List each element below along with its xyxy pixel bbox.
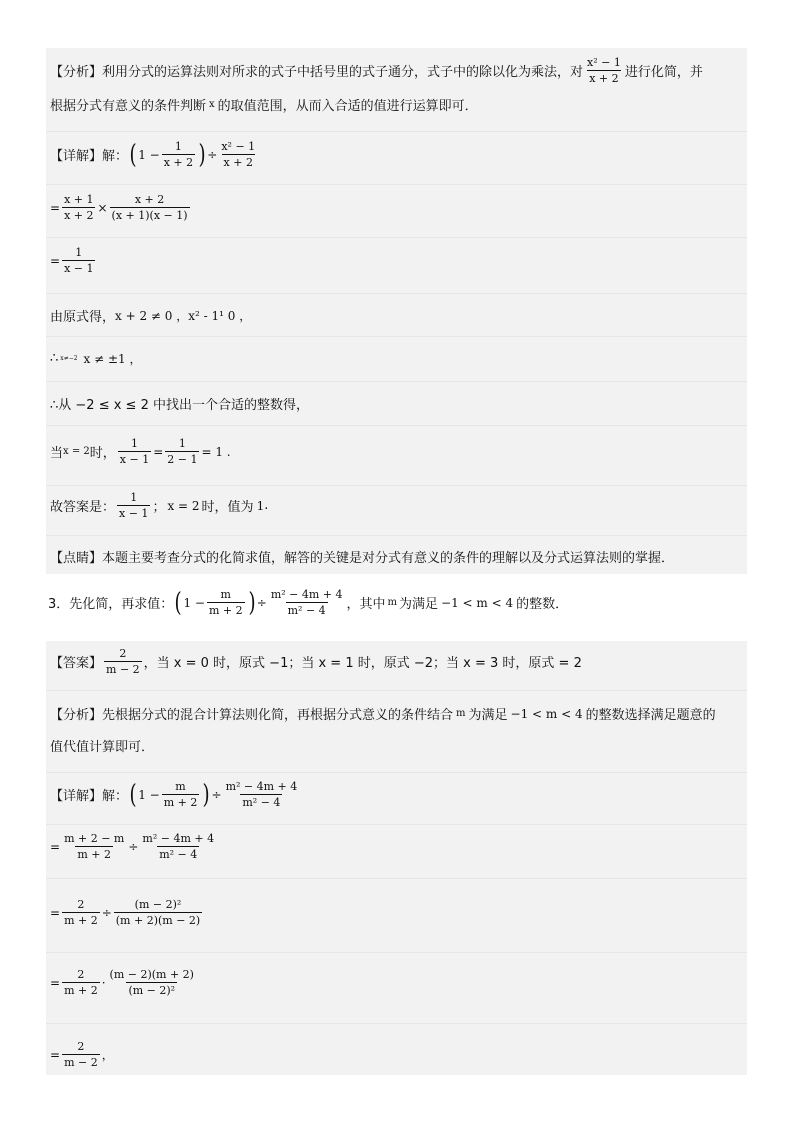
fraction: $\frac{x + 2}{(x + 1)(x - 1)}$ [111,193,188,222]
analysis-line-1: 【分析】 利用分式的运算法则对所求的式子中括号里的式子通分，式子中的除以化为乘法，对 $\frac{\text{x² − 1}}{x + 2}$ 进行化简，并 [50,56,703,85]
divider [46,878,747,879]
fraction: $\frac{1}{2 - 1}$ [167,437,198,466]
detail-3-header: 【详解】 解： ( 1 − $\frac{m}{m + 2}$ ) ÷ $\frac{\text{m² − 4m + 4}}{\text{m² − 4}}$ [50,779,298,810]
therefore-line-2: ∴从 −2 ≤ x ≤ 2 中找出一个合适的整数得， [50,398,309,413]
analysis-3-line-2: 值代值计算即可． [50,740,155,755]
fraction: $\frac{1}{x - 1}$ [64,246,94,275]
divider [46,131,747,132]
fraction: $\frac{\text{m² − 4m + 4}}{\text{m² − 4}}$ [142,832,215,861]
analysis-line-2: 根据分式有意义的条件判断 x 的取值范围，从而入合适的值进行运算即可． [50,99,478,114]
divider [46,535,747,536]
fraction: $\frac{\text{x² − 1}}{x + 2}$ [221,140,256,169]
analysis-tag: 【分析】 [50,708,103,723]
fraction: $\frac{m}{m + 2}$ [208,588,243,617]
fraction: $\frac{\text{(m − 2)²}}{(m + 2)(m - 2)}$ [115,898,201,927]
divider [46,293,747,294]
step-3-3: = $\frac{2}{m + 2}$ · $\frac{(m - 2)(m + 2)}{\text{(m − 2)²}}$ [50,968,194,997]
divider [46,184,747,185]
step-3-2: = $\frac{2}{m + 2}$ ÷ $\frac{\text{(m − 2)²}}{(m + 2)(m - 2)}$ [50,898,201,927]
fraction: $\frac{1}{x + 2}$ [163,140,194,169]
fraction: $\frac{2}{m + 2}$ [64,968,98,997]
fraction: $\frac{m + 2 - m}{m + 2}$ [64,832,125,861]
analysis-tag: 【分析】 [50,65,103,80]
fraction: $\frac{2}{m - 2}$ [106,647,140,676]
detail-tag: 【详解】 [50,789,103,804]
step-2: = $\frac{1}{x - 1}$ [50,246,94,275]
divider [46,425,747,426]
fraction: $\frac{2}{m + 2}$ [64,898,98,927]
divider [46,690,747,691]
step-1: = $\frac{x + 1}{x + 2}$ × $\frac{x + 2}{(x + 1)(x - 1)}$ [50,193,188,222]
divider [46,237,747,238]
question-3: 3．先化简，再求值： ( 1 − $\frac{m}{m + 2}$ ) ÷ $\frac{\text{m² − 4m + 4}}{\text{m² − 4}}$ ，其中 m 为满足 −1 < m < 4 的整数． [48,587,569,618]
fraction: $\frac{x + 1}{x + 2}$ [64,193,94,222]
divider [46,772,747,773]
step-3-4: = $\frac{2}{m - 2}$ ， [50,1040,114,1069]
fraction: $\frac{1}{x - 1}$ [119,437,150,466]
divider [46,336,747,337]
fraction: $\frac{\text{m² − 4m + 4}}{\text{m² − 4}}$ [225,780,298,809]
answer-tag: 【答案】 [50,656,103,671]
fraction: $\frac{2}{m - 2}$ [64,1040,98,1069]
comment-tag: 【点睛】 [50,551,103,566]
step-3-1: = $\frac{m + 2 - m}{m + 2}$ ÷ $\frac{\text{m² − 4m + 4}}{\text{m² − 4}}$ [50,832,215,861]
comment-line: 【点睛】 本题主要考查分式的化简求值，解答的关键是对分式有意义的条件的理解以及分式运算法则的掌握． [50,547,674,566]
fraction: $\frac{\text{x² − 1}}{x + 2}$ [587,56,621,85]
detail-tag: 【详解】 [50,149,103,164]
analysis-3-line-1: 【分析】 先根据分式的混合计算法则化简，再根据分式意义的条件结合 m 为满足 −1 < m < 4 的整数选择满足题意的 [50,704,716,723]
answer-line: 故答案是： $\frac{1}{x - 1}$ ； x = 2 时，值为 1 . [50,491,269,520]
divider [46,824,747,825]
fraction: $\frac{(m - 2)(m + 2)}{\text{(m − 2)²}}$ [109,968,194,997]
divider [46,381,747,382]
condition-line: 由原式得， x + 2 ≠ 0 ，x² - 1¹ 0 ， [50,309,252,325]
detail-header: 【详解】 解： ( 1 − $\frac{1}{x + 2}$ ) ÷ $\frac{\text{x² − 1}}{x + 2}$ [50,139,256,170]
fraction: $\frac{\text{m² − 4m + 4}}{\text{m² − 4}}$ [270,588,343,617]
therefore-line-1: ∴ x≠−2 x ≠ ±1 ， [50,351,142,366]
divider [46,1023,747,1024]
answer-3: 【答案】 $\frac{2}{m - 2}$ ，当 x = 0 时，原式 −1；当 x = 1 时，原式 −2；当 x = 3 时，原式 = 2 [50,647,582,676]
divider [46,952,747,953]
when-line: 当 x = 2 时， $\frac{1}{x - 1}$ = $\frac{1}{2 - 1}$ = 1 . [50,437,231,466]
fraction: $\frac{m}{m + 2}$ [163,780,198,809]
divider [46,485,747,486]
fraction: $\frac{1}{x - 1}$ [119,491,149,520]
